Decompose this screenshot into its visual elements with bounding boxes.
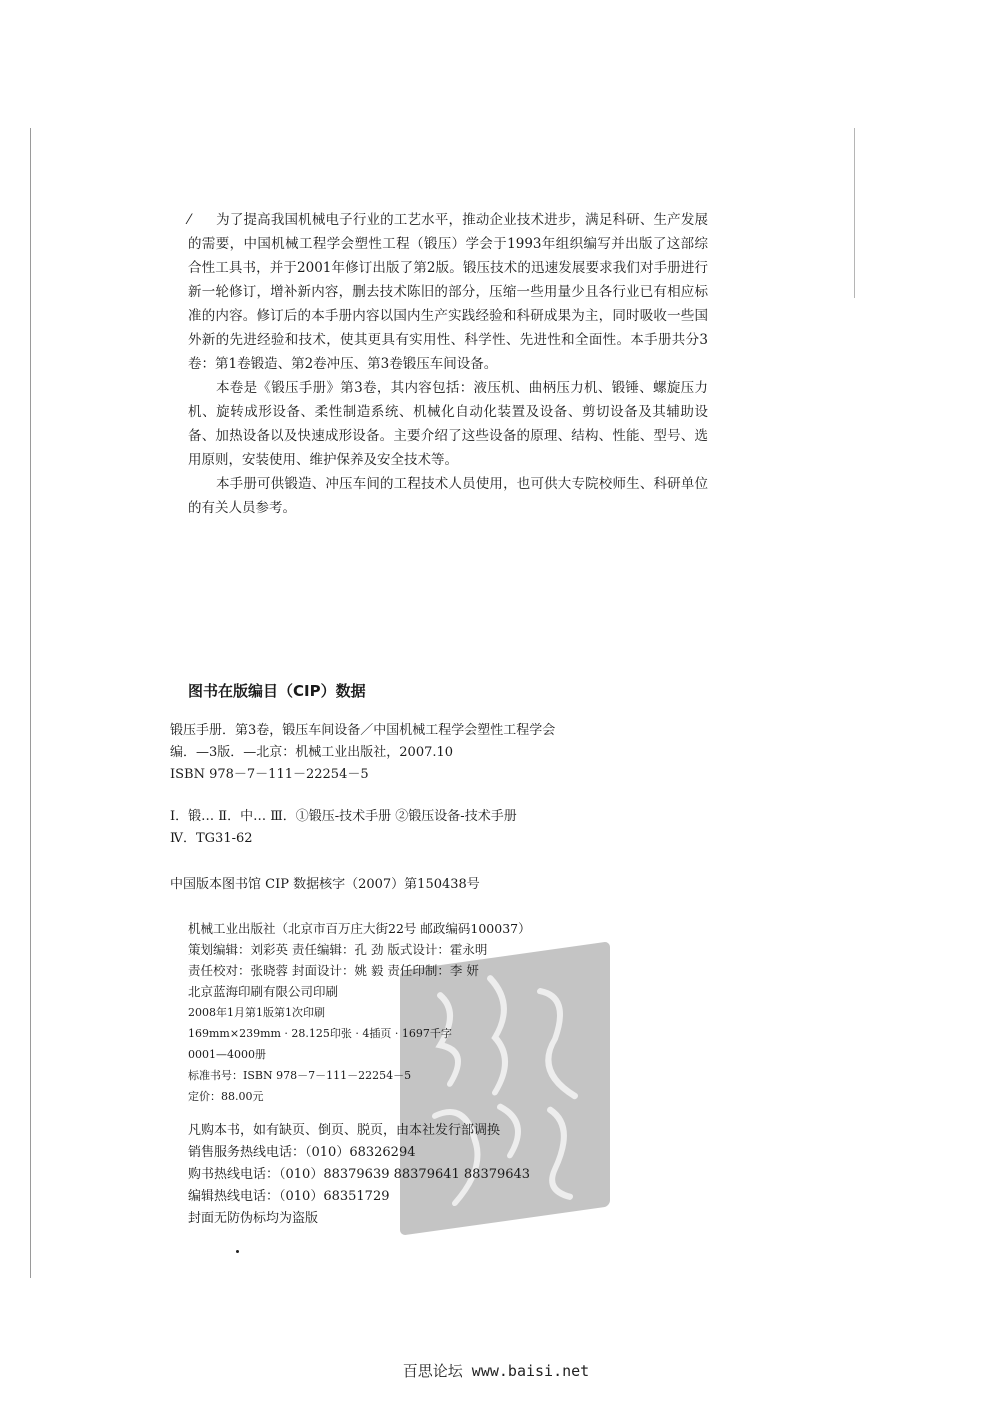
cip-heading: 图书在版编目（CIP）数据 xyxy=(188,682,366,700)
cip-isbn: ISBN 978－7－111－22254－5 xyxy=(170,767,369,782)
editors-line: 策划编辑：刘彩英 责任编辑：孔 劲 版式设计：霍永明 xyxy=(188,942,488,957)
publisher-address: 机械工业出版社（北京市百万庄大街22号 邮政编码100037） xyxy=(188,921,531,936)
printer-line: 北京蓝海印刷有限公司印刷 xyxy=(188,984,339,999)
cip-line-5: Ⅳ．TG31-62 xyxy=(170,831,253,846)
pen-mark-icon: ⁄ xyxy=(188,212,191,228)
notice-line-2: 销售服务热线电话：（010）68326294 xyxy=(188,1145,416,1160)
edition-line: 2008年1月第1版第1次印刷 xyxy=(188,1006,325,1019)
intro-paragraph-3: 本手册可供锻造、冲压车间的工程技术人员使用，也可供大专院校师生、科研单位的有关人员参考。 xyxy=(188,476,708,516)
intro-paragraph-2: 本卷是《锻压手册》第3卷，其内容包括：液压机、曲柄压力机、锻锤、螺旋压力机、旋转成形设备、柔性制造系统、机械化自动化装置及设备、剪切设备及其辅助设备、加热设备以及快速成形设备。主要介绍了这些设备的原理、结构、性能、型号、选用原则，安装使用、维护保养及安全技术等。 xyxy=(188,380,708,468)
scan-edge-left xyxy=(30,128,31,1278)
notice-line-4: 编辑热线电话：（010）68351729 xyxy=(188,1189,390,1204)
print-run-line: 0001—4000册 xyxy=(188,1048,266,1061)
scan-edge-right xyxy=(854,128,855,298)
notice-line-5: 封面无防伪标均为盗版 xyxy=(188,1211,319,1226)
cip-line-6: 中国版本图书馆 CIP 数据核字（2007）第150438号 xyxy=(170,877,480,892)
cip-record xyxy=(170,720,670,786)
purchase-notice xyxy=(188,1120,668,1230)
intro-section xyxy=(188,208,708,520)
scan-speck xyxy=(236,1250,239,1253)
cip-line-4: Ⅰ．锻… Ⅱ．中… Ⅲ．①锻压-技术手册 ②锻压设备-技术手册 xyxy=(170,809,517,824)
format-line: 169mm×239mm · 28.125印张 · 4插页 · 1697千字 xyxy=(188,1027,452,1040)
publisher-info xyxy=(188,918,668,1107)
notice-line-3: 购书热线电话：（010）88379639 88379641 88379643 xyxy=(188,1167,531,1182)
notice-line-1: 凡购本书，如有缺页、倒页、脱页，由本社发行部调换 xyxy=(188,1123,501,1138)
proofreaders-line: 责任校对：张晓蓉 封面设计：姚 毅 责任印制：李 妍 xyxy=(188,963,479,978)
intro-paragraph-1: ⁄ 为了提高我国机械电子行业的工艺水平，推动企业技术进步，满足科研、生产发展的需要，中国机械工程学会塑性工程（锻压）学会于1993年组织编写并出版了这部综合性工具书，并于2001年修订出版了第2版。锻压技术的迅速发展要求我们对手册进行新一轮修订，增补新内容，删去技术陈旧的部分，压缩一些用量少且各行业已有相应标准的内容。修订后的本手册内容以国内生产实践经验和科研成果为主，同时吸收一些国外新的先进经验和技术，使其更具有实用性、科学性、先进性和全面性。本手册共分3卷：第1卷锻造、第2卷冲压、第3卷锻压车间设备。 xyxy=(188,208,708,376)
cip-line-1: 锻压手册．第3卷，锻压车间设备／中国机械工程学会塑性工程学会 xyxy=(170,723,556,738)
cip-line-2: 编．—3版．—北京：机械工业出版社，2007.10 xyxy=(170,745,454,760)
standard-isbn-line: 标准书号：ISBN 978－7－111－22254－5 xyxy=(188,1069,412,1082)
watermark-footer: 百思论坛 www.baisi.net xyxy=(402,1362,590,1380)
price-line: 定价：88.00元 xyxy=(188,1090,264,1103)
cip-library-number xyxy=(170,874,670,896)
cip-classification xyxy=(170,806,670,850)
